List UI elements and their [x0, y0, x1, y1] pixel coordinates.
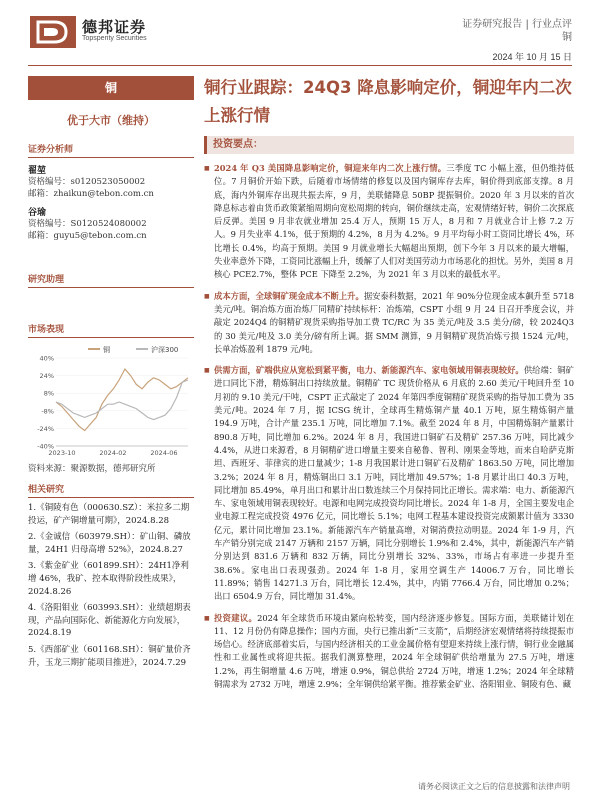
x-tick-label: 2024-06 — [150, 449, 178, 457]
analyst-email[interactable]: 邮箱：guyu5@tebon.com.cn — [28, 231, 147, 241]
industry-tag: 铜 — [28, 76, 194, 100]
related-item[interactable]: 3.《紫金矿业（601899.SH）：24H1净利增 46%，我矿、控本取得阶段性成果》，2024.8.26 — [28, 561, 189, 597]
paragraph-body: 2024 年全球货币环境由紧向松转变，国内经济逐步修复。国际方面，美联储计划在 11、12 月份仍有降息操作；国内方面，央行已推出新“三支箭”，后期经济宏观情绪将持续提振市场信心。经济底部着实后，与国内经济相关的工业金属价格有望迎来持续上涨行情，铜行业金融属性和工业属性或将迎共振。据我们测算整理，2024 年全球铜矿供给增量为 27.5 万吨，增速 1.2%，再生铜增量 4.6 万吨，增速 0.9%，铜总供给 2724 万吨，增速 1.2%；2024 年全球精铜需求为 2732 万吨，增速 2.9%；全年铜供给紧平衡。推荐紫金矿业、洛阳钼业、铜陵有色、藏 — [214, 612, 574, 689]
y-tick-label: -40% — [37, 442, 54, 451]
main-content — [204, 74, 574, 691]
analyst-1 — [28, 163, 194, 200]
report-type: 证券研究报告 | 行业点评 — [462, 19, 572, 30]
series-line-copper — [56, 369, 188, 431]
key-points-label: 投资要点： — [204, 136, 574, 154]
report-industry: 铜 — [562, 32, 572, 43]
y-tick-label: -24% — [37, 424, 54, 433]
paragraph-macro — [204, 162, 574, 282]
report-meta — [462, 18, 572, 44]
analyst-2 — [28, 205, 194, 242]
report-date: 2024 年 10 月 15 日 — [492, 52, 572, 62]
analyst-name: 谷瑜 — [28, 208, 47, 218]
analyst-section-title: 证券分析师 — [28, 142, 194, 158]
paragraph-cost — [204, 290, 574, 356]
legend-label: 沪深300 — [151, 346, 179, 354]
paragraph-supply-demand — [204, 364, 574, 603]
chart-source: 资料来源：聚源数据，德邦研究所 — [28, 464, 156, 474]
paragraph-body: 供给端：铜矿进口同比下滑，精炼铜出口持续放量。铜精矿 TC 现货价格从 6 月底的 2.60 美元/干吨回升至 10 月初的 9.10 美元/干吨，CSPT 正式敲定了 2024 年第四季度铜精矿现货采购的指导加工费为 35 美元/吨。2024 年 7 月，据 ICSG 统计，全球再生精炼铜产量 40.1 万吨，原生精炼铜产量 194.9 万吨，合计产量 235.1 万吨，同比增加 7.1%。截至 2024 年 8 月，中国精炼铜产量累计 890.8 万吨，同比增加 6.2%。2024 年 8 月，我国进口铜矿石及精矿 257.36 万吨，同比减少 4.4%，从进口来源看，8 月铜精矿进口增量主要来自秘鲁、智利、刚果金等地，而来自哈萨克斯坦、西班牙、菲律宾的进口量减少；1-8 月我国累计进口铜矿石及精矿 1863.50 万吨，同比增加 3.2%；2024 年 8 月，精炼铜出口 3.1 万吨，同比增加 49.57%；1-8 月累计出口 40.3 万吨，同比增加 85.49%，单月出口和累计出口数连续三个月保持同比正增长。需求端：电力、新能源汽车、家电领域用铜表现较好。电源和电网完成投资均同比增长。2024 年 1-8 月，全国主要发电企业电源工程完成投资 4976 亿元，同比增长 5.1%；电网工程基本建设投资完成额累计值为 3330 亿元，累计同比增加 23.1%。新能源汽车产销量高增，对铜消费拉动明显。2024 年 1-9 月，汽车产销分别完成 2147 万辆和 2157 万辆，同比分别增长 1.9%和 2.4%，其中，新能源汽车产销分别达到 831.6 万辆和 832 万辆，同比分别增长 32%、33%，市场占有率进一步提升至 38.6%。家电出口表现强劲。2024 年 1-8 月，家用空调生产 14006.7 万台，同比增长 11.89%；销售 14271.3 万台，同比增长 12.4%，其中，内销 7766.4 万台，同比增加 0.2%；出口 6504.9 万台，同比增加 31.4%。 — [214, 365, 574, 602]
paragraph-body: 三季度 TC 小幅上涨，但仍维持低位。7 月铜价开始下跌，后随着市场情绪的修复以及国内铜库存去库，铜价得到底部支撑。8 月底，海内外铜库存出现共振去库，9 月，美联储降息 50BP 提振铜价。2020 年 3 月以来的首次降息标志着由货币政策紧缩周期向宽松周期的转向，铜价继续走高，宏观情绪好转，铜价二次探底后反弹。美国 9 月非农就业增加 25.4 万人，预期 15 万人，8 月和 7 月就业合计上修 7.2 万人。9 月失业率 4.1%，低于预期的 4.2%，8 月为 4.2%。9 月平均每小时工资同比增长 4%，环比增长 0.4%，均高于预期。美国 9 月就业增长大幅超出预期，创下今年 3 月以来的最大增幅，失业率意外下降，工资同比涨幅上升，缓解了人们对美国劳动力市场恶化的担忧。另外，美国 8 月核心 PCE2.7%，整体 PCE 下降至 2.2%，为 2021 年 3 月以来的最低水平。 — [214, 163, 574, 280]
market-section-title: 市场表现 — [28, 322, 194, 338]
analyst-cert: 资格编号：S0120524080002 — [28, 219, 147, 229]
x-tick-label: 2023-10 — [48, 449, 76, 457]
header-divider — [28, 65, 572, 66]
legend-label: 铜 — [103, 346, 110, 354]
brand-name-cn: 德邦证券 — [82, 18, 147, 36]
paragraph-investment — [204, 612, 574, 692]
disclaimer-footer: 请务必阅读正文之后的信息披露和法律声明 — [418, 782, 570, 791]
paragraph-lead: 2024 年 Q3 美国降息影响定价，铜迎来年内二次上涨行情。 — [214, 163, 447, 173]
related-section-title: 相关研究 — [28, 482, 194, 498]
paragraph-lead: 成本方面，全球铜矿现金成本不断上升。 — [214, 290, 364, 301]
brand-logo — [30, 14, 180, 50]
market-chart — [28, 342, 194, 460]
y-tick-label: 40% — [39, 354, 54, 363]
sidebar — [28, 76, 194, 669]
y-tick-label: 24% — [39, 372, 54, 381]
paragraph-body: 据安泰科数据，2021 年 90%分位现金成本飙升至 5718 美元/吨。铜冶炼方面冶炼厂同精矿持续标杆：冶炼端，CSPT 小组 9 月 24 日召开季度会议，并敲定 2024Q4 的铜精矿现货采购指导加工费 TC/RC 为 35 美元/吨及 3.5 美分/磅，较 2024Q3 的 30 美元/吨及 3.0 美分/磅有所上调。据 SMM 测算，9 月铜精矿现货冶炼亏损 1524 元/吨，长单冶炼盈利 1879 元/吨。 — [214, 290, 574, 354]
logo-mark-icon — [30, 16, 76, 48]
x-tick-label: 2024-02 — [99, 449, 127, 457]
related-item[interactable]: 4.《洛阳钼业（603993.SH）：业绩超期表现，产品向国际化、新能源化方向发展》，2024.8.19 — [28, 603, 191, 639]
y-tick-label: -8% — [41, 407, 54, 416]
series-line-hs300 — [56, 380, 188, 420]
report-title: 铜行业跟踪：24Q3 降息影响定价，铜迎年内二次上涨行情 — [204, 78, 572, 125]
logo-mark — [30, 16, 76, 48]
analyst-cert: 资格编号：s0120523050002 — [28, 177, 146, 187]
analyst-email[interactable]: 邮箱：zhaikun@tebon.com.cn — [28, 189, 154, 199]
paragraph-lead: 供需方面，矿端供应从宽松到紧平衡，电力、新能源汽车、家电领域用铜表现较好。 — [214, 365, 524, 376]
paragraph-lead: 投资建议。 — [214, 612, 258, 623]
related-item[interactable]: 5.《西部矿业（601168.SH）：铜矿量价齐升，玉龙三期扩能项目推进》，2024.7.29 — [28, 644, 191, 668]
related-item[interactable]: 2.《金诚信（603979.SH）：矿山铜、磷放量，24H1 归母高增 52%》，2024.8.27 — [28, 532, 191, 555]
assistant-section-title: 研究助理 — [28, 272, 194, 288]
related-item[interactable]: 1.《铜陵有色（000630.SZ）：米拉多二期投运，矿产铜增量可期》，2024.8.28 — [28, 503, 190, 526]
related-list — [28, 502, 194, 669]
market-chart-svg — [28, 342, 194, 460]
brand-name-en: Topsperity Securities — [82, 35, 147, 42]
analyst-name: 翟堃 — [28, 166, 47, 176]
y-tick-label: 8% — [43, 389, 54, 398]
rating: 优于大市（维持） — [67, 114, 155, 127]
